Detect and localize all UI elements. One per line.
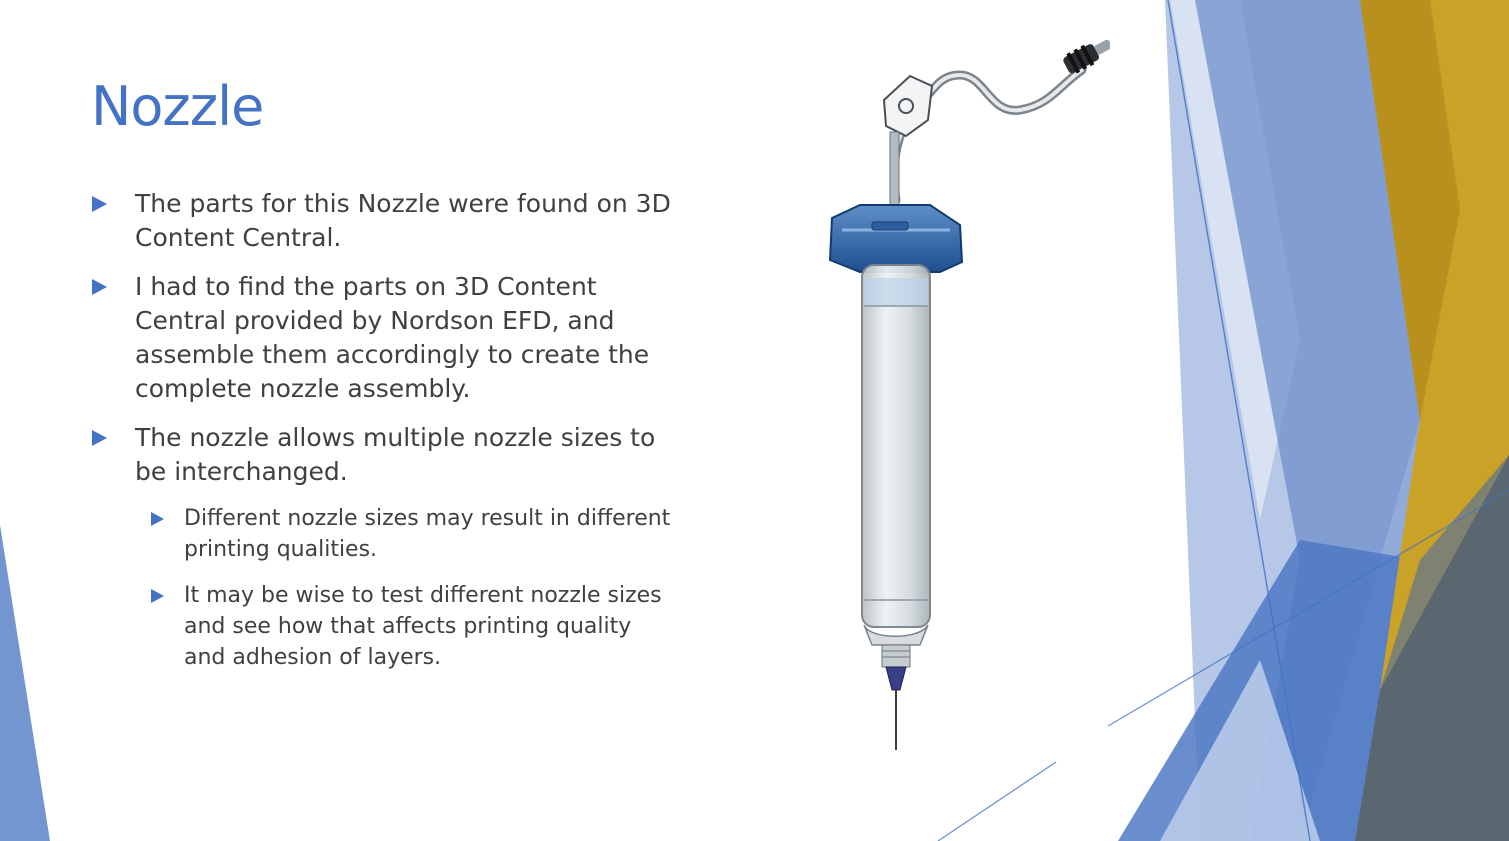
sub-bullet-list bbox=[141, 503, 672, 673]
luer-fitting bbox=[882, 645, 910, 667]
bullet-item bbox=[92, 187, 672, 255]
bullet-item bbox=[92, 421, 672, 673]
sub-bullet-item bbox=[141, 503, 672, 565]
left-edge-facet bbox=[0, 525, 50, 841]
clip-bracket bbox=[884, 76, 932, 136]
bullet-text: The parts for this Nozzle were found on 3D Content Central. bbox=[135, 189, 671, 252]
blue-cap bbox=[830, 205, 962, 272]
feed-tube bbox=[890, 132, 899, 212]
bullet-text: I had to find the parts on 3D Content Central provided by Nordson EFD, and assemble them accordingly to create the complete nozzle assembly. bbox=[135, 272, 650, 403]
triangle-bullet-icon bbox=[92, 279, 107, 295]
sub-bullet-text: Different nozzle sizes may result in different printing qualities. bbox=[184, 506, 671, 562]
triangle-bullet-icon bbox=[151, 512, 164, 526]
slide-title: Nozzle bbox=[91, 75, 264, 138]
triangle-bullet-icon bbox=[92, 196, 107, 212]
needle-hub bbox=[886, 667, 906, 690]
syringe-barrel bbox=[862, 265, 930, 627]
sub-bullet-text: It may be wise to test different nozzle sizes and see how that affects printing quality and adhesion of layers. bbox=[184, 583, 662, 670]
bullet-list bbox=[92, 187, 672, 688]
bullet-item bbox=[92, 270, 672, 406]
bullet-text: The nozzle allows multiple nozzle sizes to be interchanged. bbox=[135, 423, 656, 486]
triangle-bullet-icon bbox=[151, 589, 164, 603]
triangle-bullet-icon bbox=[92, 430, 107, 446]
nozzle-syringe-illustration bbox=[820, 40, 1110, 760]
sub-bullet-item bbox=[141, 580, 672, 673]
deco-line-3 bbox=[938, 762, 1056, 841]
